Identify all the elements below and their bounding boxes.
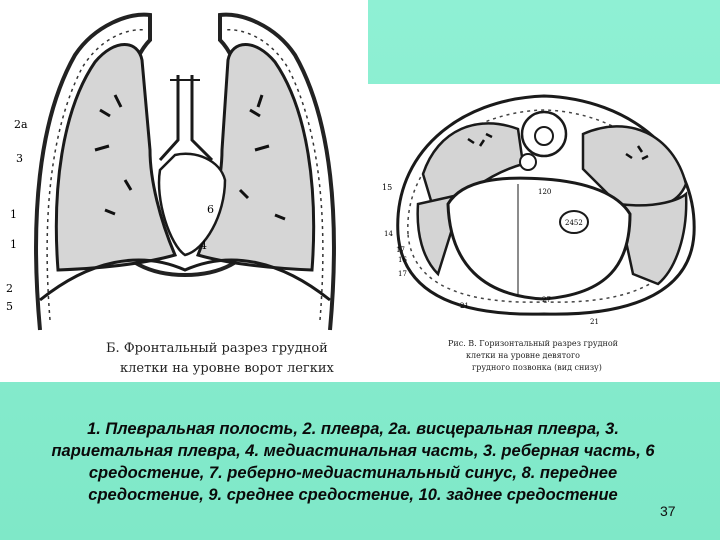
label-17b: 17	[398, 270, 407, 278]
label-21-left: 21	[460, 302, 469, 310]
frontal-caption-line2: клетки на уровне ворот легких	[120, 361, 334, 376]
label-14: 14	[384, 230, 393, 238]
label-15: 15	[382, 183, 393, 192]
label-2a: 2а	[14, 118, 28, 131]
label-120: 120	[538, 188, 552, 196]
frontal-section-figure	[0, 0, 368, 382]
horizontal-section-panel	[368, 84, 720, 382]
label-16: 16	[398, 256, 407, 264]
frontal-section-panel	[0, 0, 368, 382]
horizontal-caption-line2: клетки на уровне девятого	[466, 351, 580, 360]
label-2452: 2452	[565, 219, 583, 227]
label-6: 6	[207, 203, 214, 216]
label-2: 2	[6, 282, 13, 295]
label-5: 5	[6, 300, 13, 313]
slide-caption: 1. Плевральная полость, 2. плевра, 2а. висцеральная плевра, 3. париетальная плевра, 4. медиастинальная часть, 3. реберная часть, 6 средостение, 7. реберно-медиастинальный синус, 8. переднее средостение, 9. среднее средостение, 10. заднее средостение	[51, 420, 655, 504]
label-4: 4	[200, 239, 207, 252]
label-1-upper: 1	[10, 208, 17, 221]
page-number: 37	[660, 503, 676, 519]
horizontal-caption-line1: Рис. В. Горизонтальный разрез грудной	[448, 339, 618, 348]
label-3: 3	[16, 152, 23, 165]
frontal-caption-line1: Б. Фронтальный разрез грудной	[106, 341, 328, 356]
horizontal-caption-line3: грудного позвонка (вид снизу)	[472, 363, 602, 372]
label-1-lower: 1	[10, 238, 17, 251]
horizontal-section-figure	[368, 84, 720, 382]
label-27: 27	[542, 296, 551, 304]
label-21-right: 21	[590, 318, 599, 326]
label-17: 17	[396, 246, 405, 254]
